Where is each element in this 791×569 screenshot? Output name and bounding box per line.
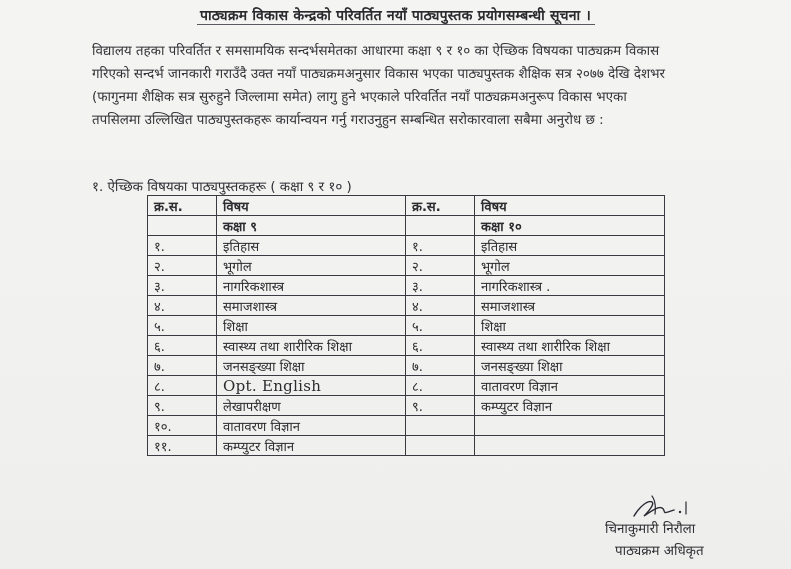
table-row	[148, 376, 665, 396]
serial-grade10-cell	[406, 436, 475, 456]
serial-grade9-cell: ३.	[148, 276, 217, 296]
subject-grade10-cell: जनसङ्ख्या शिक्षा	[475, 356, 665, 376]
serial-grade10-cell: १.	[406, 236, 475, 256]
serial-grade9-cell: ४.	[148, 296, 217, 316]
table-header-row	[148, 196, 665, 216]
handwritten-signature	[622, 492, 702, 522]
subject-grade9-cell: इतिहास	[217, 236, 406, 256]
table-row	[148, 236, 665, 256]
grade-row	[148, 216, 665, 236]
serial-grade9-cell: १.	[148, 236, 217, 256]
subject-grade10-cell: भूगोल	[475, 256, 665, 276]
paragraph-line: विद्यालय तहका परिवर्तित र समसामयिक सन्दर्भसमेतका आधारमा कक्षा ९ र १० का ऐच्छिक विषयका पाठ्यक्रम विकास	[92, 44, 660, 59]
serial-grade9-cell: ८.	[148, 376, 217, 396]
grade-cell	[148, 216, 217, 236]
paragraph-line: तपसिलमा उल्लिखित पाठ्यपुस्तकहरू कार्यान्वयन गर्नु गराउनुहुन सम्बन्धित सरोकारवाला सबैमा अनुरोध छ :	[92, 113, 604, 128]
header-serial-grade10: क्र.स.	[406, 196, 475, 216]
subject-grade10-cell: स्वास्थ्य तथा शारीरिक शिक्षा	[475, 336, 665, 356]
paragraph-line: गरिएको सन्दर्भ जानकारी गराउँदै उक्त नयाँ पाठ्यक्रमअनुसार विकास भएका पाठ्यपुस्तक शैक्षिक सत्र २०७७ देखि देशभर	[92, 67, 665, 82]
subject-grade9-cell: भूगोल	[217, 256, 406, 276]
subject-grade10-cell: शिक्षा	[475, 316, 665, 336]
subject-grade9-cell: Opt. English	[217, 376, 406, 396]
serial-grade10-cell: ८.	[406, 376, 475, 396]
header-subject-grade9: विषय	[217, 196, 406, 216]
serial-grade10-cell: ४.	[406, 296, 475, 316]
table-row	[148, 356, 665, 376]
table-row	[148, 336, 665, 356]
serial-grade10-cell	[406, 416, 475, 436]
subject-grade9-cell: नागरिकशास्त्र	[217, 276, 406, 296]
serial-grade10-cell: २.	[406, 256, 475, 276]
serial-grade9-cell: ६.	[148, 336, 217, 356]
subject-grade9-cell: समाजशास्त्र	[217, 296, 406, 316]
table-row	[148, 396, 665, 416]
subject-grade9-cell: कम्प्युटर विज्ञान	[217, 436, 406, 456]
serial-grade10-cell: ७.	[406, 356, 475, 376]
serial-grade9-cell: ९.	[148, 396, 217, 416]
serial-grade10-cell: ३.	[406, 276, 475, 296]
subject-grade9-cell: शिक्षा	[217, 316, 406, 336]
subject-grade10-cell: नागरिकशास्त्र .	[475, 276, 665, 296]
subject-grade10-cell	[475, 436, 665, 456]
serial-grade10-cell: ५.	[406, 316, 475, 336]
signatory-designation: पाठ्यक्रम अधिकृत	[615, 544, 704, 559]
grade-9-label: कक्षा ९	[217, 216, 406, 236]
serial-grade10-cell: ९.	[406, 396, 475, 416]
table-row	[148, 256, 665, 276]
subject-grade10-cell	[475, 416, 665, 436]
table-row	[148, 436, 665, 456]
subject-grade10-cell: कम्प्युटर विज्ञान	[475, 396, 665, 416]
subject-grade10-cell: इतिहास	[475, 236, 665, 256]
paragraph-line: (फागुनमा शैक्षिक सत्र सुरुहुने जिल्लामा समेत) लागु हुने भएकाले परिवर्तित नयाँ पाठ्यक्रमअनुरूप विकास भएका	[92, 90, 627, 105]
subject-grade10-cell: वातावरण विज्ञान	[475, 376, 665, 396]
section-heading: १. ऐच्छिक विषयका पाठ्यपुस्तकहरू ( कक्षा ९ र १० )	[92, 180, 352, 195]
serial-grade9-cell: ११.	[148, 436, 217, 456]
subjects-table	[147, 195, 665, 456]
subject-grade10-cell: समाजशास्त्र	[475, 296, 665, 316]
serial-grade9-cell: ५.	[148, 316, 217, 336]
grade-cell	[406, 216, 475, 236]
subject-grade9-cell: स्वास्थ्य तथा शारीरिक शिक्षा	[217, 336, 406, 356]
serial-grade9-cell: ७.	[148, 356, 217, 376]
title-underline	[197, 24, 595, 25]
header-serial-grade9: क्र.स.	[148, 196, 217, 216]
table-row	[148, 276, 665, 296]
subject-grade9-cell: लेखापरीक्षण	[217, 396, 406, 416]
serial-grade9-cell: २.	[148, 256, 217, 276]
table-row	[148, 416, 665, 436]
serial-grade9-cell: १०.	[148, 416, 217, 436]
grade-10-label: कक्षा १०	[475, 216, 665, 236]
notice-title: पाठ्यक्रम विकास केन्द्रको परिवर्तित नयाँ पाठ्यपुस्तक प्रयोगसम्बन्धी सूचना ।	[200, 8, 591, 24]
header-subject-grade10: विषय	[475, 196, 665, 216]
subject-grade9-cell: वातावरण विज्ञान	[217, 416, 406, 436]
signatory-name: चिनाकुमारी निरौला	[605, 522, 696, 537]
notice-paragraph	[92, 40, 742, 132]
subject-grade9-cell: जनसङ्ख्या शिक्षा	[217, 356, 406, 376]
table-row	[148, 296, 665, 316]
table-row	[148, 316, 665, 336]
serial-grade10-cell: ६.	[406, 336, 475, 356]
